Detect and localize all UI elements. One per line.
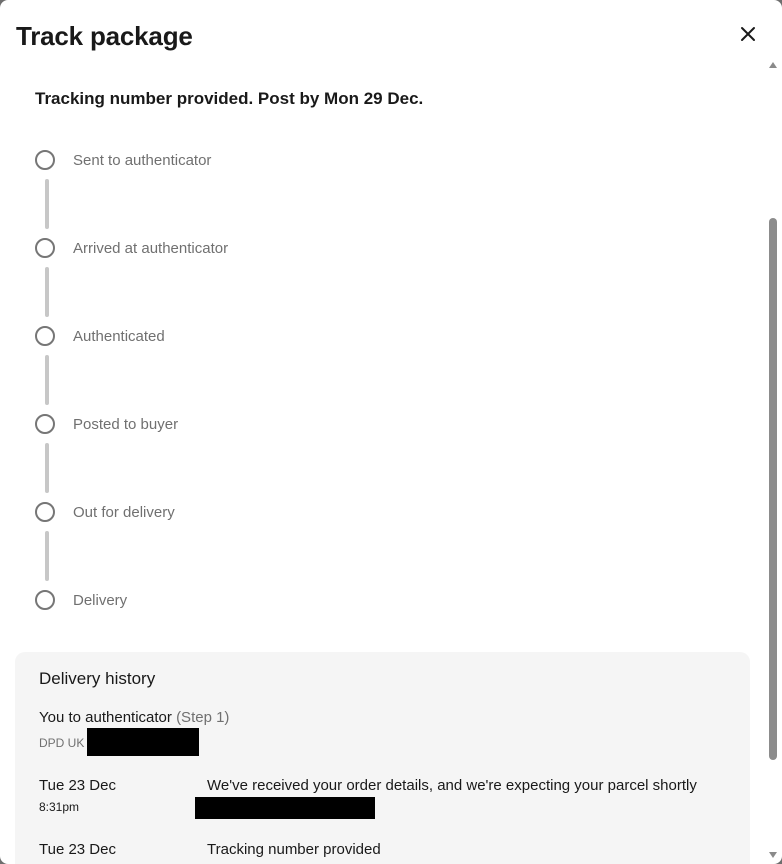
step-label: Authenticated [73, 327, 165, 345]
step-label: Out for delivery [73, 503, 175, 521]
scroll-up-arrow-icon[interactable] [769, 62, 777, 68]
event-description: Tracking number provided [207, 841, 381, 858]
step-label: Posted to buyer [73, 415, 179, 433]
step-circle-icon [35, 590, 55, 610]
event-date: Tue 23 Dec [39, 777, 116, 794]
step-sent-to-authenticator [35, 148, 211, 172]
close-button[interactable] [736, 22, 760, 46]
event-date: Tue 23 Dec [39, 841, 116, 858]
step-connector [45, 267, 49, 317]
tracking-status-message: Tracking number provided. Post by Mon 29 Dec. [35, 89, 424, 108]
delivery-history-title: Delivery history [39, 669, 156, 688]
step-circle-icon [35, 238, 55, 258]
step-label: Sent to authenticator [73, 151, 212, 169]
step-out-for-delivery [35, 500, 175, 524]
step-connector [45, 531, 49, 581]
event-description: We've received your order details, and we're expecting your parcel shortly [207, 777, 697, 794]
step-connector [45, 355, 49, 405]
step-circle-icon [35, 414, 55, 434]
step-authenticated [35, 324, 165, 348]
close-icon [740, 26, 756, 42]
event-time: 8:31pm [39, 800, 80, 814]
step-label: Arrived at authenticator [73, 239, 229, 257]
step-connector [45, 179, 49, 229]
dialog-title: Track package [16, 21, 193, 51]
shipping-leg [39, 709, 229, 726]
step-connector [45, 443, 49, 493]
scrollbar-thumb[interactable] [769, 218, 777, 760]
redacted-event-location [195, 797, 375, 819]
step-posted-to-buyer [35, 412, 178, 436]
step-label: Delivery [73, 591, 128, 609]
scroll-down-arrow-icon[interactable] [769, 852, 777, 858]
carrier-name: DPD UK [39, 736, 85, 750]
step-arrived-at-authenticator [35, 236, 228, 260]
step-circle-icon [35, 502, 55, 522]
delivery-history-panel [15, 652, 750, 864]
redacted-tracking-number [87, 728, 199, 756]
leg-step-tag: (Step 1) [176, 709, 230, 726]
leg-label: You to authenticator [39, 709, 172, 726]
step-delivery [35, 588, 127, 612]
step-circle-icon [35, 150, 55, 170]
step-circle-icon [35, 326, 55, 346]
